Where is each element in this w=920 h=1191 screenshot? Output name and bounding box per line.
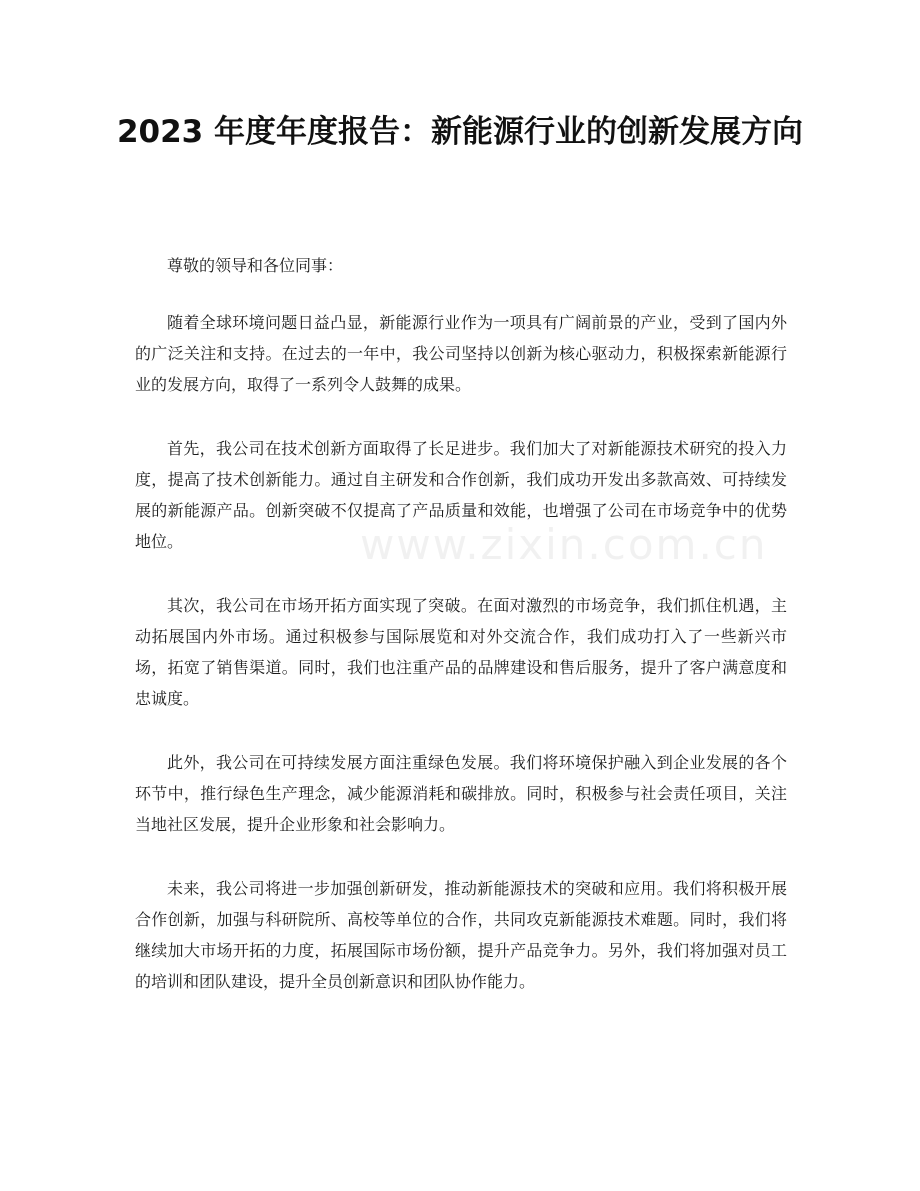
salutation: 尊敬的领导和各位同事： [167,256,344,275]
paragraph-intro: 随着全球环境问题日益凸显，新能源行业作为一项具有广阔前景的产业，受到了国内外的广泛关注和支持。在过去的一年中，我公司坚持以创新为核心驱动力，积极探索新能源行业的发展方向，取得了一系列令人鼓舞的成果。 [135,313,787,394]
watermark-text: www.zixin.com.cn [360,520,768,569]
paragraph-sustainability: 此外，我公司在可持续发展方面注重绿色发展。我们将环境保护融入到企业发展的各个环节中，推行绿色生产理念，减少能源消耗和碳排放。同时，积极参与社会责任项目，关注当地社区发展，提升企业形象和社会影响力。 [135,753,787,834]
document-body [135,250,787,1030]
paragraph-market: 其次，我公司在市场开拓方面实现了突破。在面对激烈的市场竞争，我们抓住机遇，主动拓展国内外市场。通过积极参与国际展览和对外交流合作，我们成功打入了一些新兴市场，拓宽了销售渠道。同时，我们也注重产品的品牌建设和售后服务，提升了客户满意度和忠诚度。 [135,596,787,708]
document-title: 2023 年度年度报告：新能源行业的创新发展方向 [116,114,804,150]
paragraph-future: 未来，我公司将进一步加强创新研发，推动新能源技术的突破和应用。我们将积极开展合作创新，加强与科研院所、高校等单位的合作，共同攻克新能源技术难题。同时，我们将继续加大市场开拓的力度，拓展国际市场份额，提升产品竞争力。另外，我们将加强对员工的培训和团队建设，提升全员创新意识和团队协作能力。 [135,879,787,991]
paragraph-technology: 首先，我公司在技术创新方面取得了长足进步。我们加大了对新能源技术研究的投入力度，提高了技术创新能力。通过自主研发和合作创新，我们成功开发出多款高效、可持续发展的新能源产品。创新突破不仅提高了产品质量和效能，也增强了公司在市场竞争中的优势地位。 [135,439,787,551]
